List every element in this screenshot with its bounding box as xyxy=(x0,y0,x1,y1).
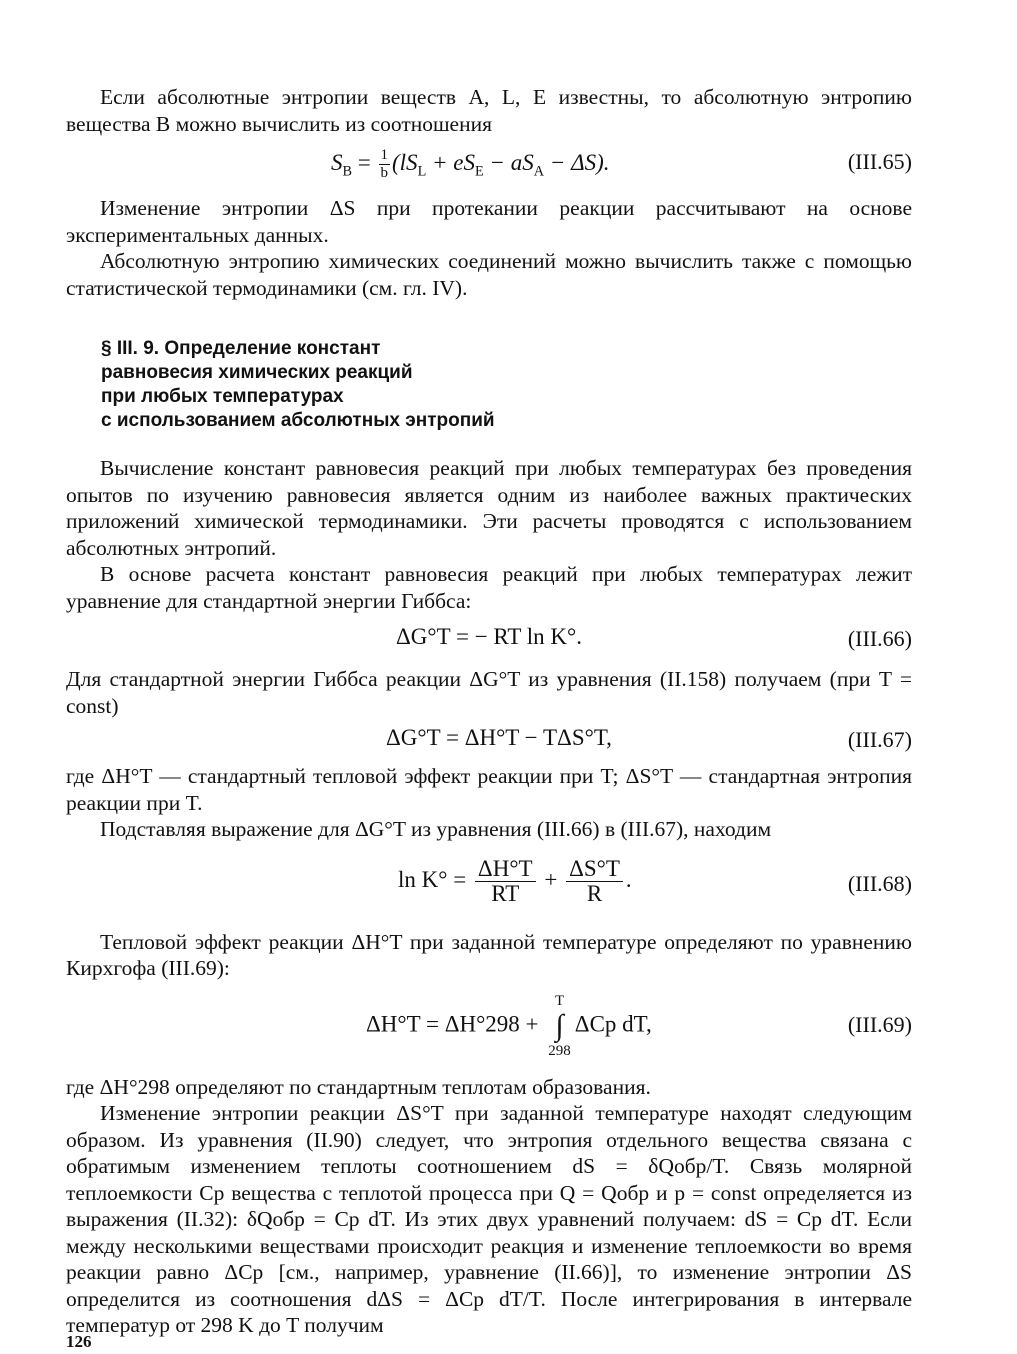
paragraph-9: Тепловой эффект реакции ΔH°T при заданной температуре определяют по уравнению Кирхгофа (III.69): xyxy=(66,929,912,980)
heading-line: при любых температурах xyxy=(101,386,344,407)
equation-iii-66 xyxy=(66,614,912,666)
paragraph-11: Изменение энтропии реакции ΔS°T при заданной температуре находят следующим образом. Из уравнения (II.90) следует, что энтропия отдельного вещества связана с обратимым изменением теплоты соотношением dS = δQобр/T. Связь молярной теплоемкости Cp вещества с теплотой процесса при Q = Qобр и p = const определяется из выражения (II.32): δQобр = Cp dT. Из этих двух уравнений получаем: dS = Cp dT. Если между несколькими веществами происходит реакция и изменение теплоемкости во время реакции равно ΔCp [см., например, уравнение (II.66)], то изменение энтропии ΔS определится из соотношения dΔS = ΔCp dT/T. После интегрирования в интервале температур от 298 K до T получим xyxy=(66,1101,912,1337)
heading-line: § III. 9. Определение констант xyxy=(101,338,381,359)
equation-body: $S_B$ = $\frac{1}{b}$ $(lS_L + eS_E - aS_A - \Delta S)$. xyxy=(331,147,610,181)
equation-body: ln K° = $\frac{\Delta H^\circ T}{RT}$ + $\frac{\Delta S^\circ T}{R}$ . xyxy=(398,855,632,906)
paragraph-3: Абсолютную энтропию химических соединений можно вычислить также с помощью статистической термодинамики (см. гл. IV). xyxy=(66,249,912,300)
paragraph-4: Вычисление констант равновесия реакций при любых температурах без проведения опытов по изучению равновесия является одним из наиболее важных практических приложений химической термодинамики. Эти расчеты проводятся с использованием абсолютных энтропий. xyxy=(66,456,912,560)
equation-iii-68 xyxy=(66,843,912,929)
paragraph-8: Подставляя выражение для ΔG°T из уравнения (III.66) в (III.67), находим xyxy=(100,817,772,841)
fraction: $\frac{1}{b}$ xyxy=(380,147,388,181)
equation-number: (III.68) xyxy=(847,870,912,896)
equation-body: ΔG°T = − RT ln K°. xyxy=(396,624,582,649)
paragraph-7: где ΔH°T — стандартный тепловой эффект реакции при T; ΔS°T — стандартная энтропия реакции при T. xyxy=(66,764,912,815)
paragraph-1: Если абсолютные энтропии веществ A, L, E известны, то абсолютную энтропию вещества B можно вычислить из соотношения xyxy=(66,85,912,136)
equation-body: ΔH°T = ΔH°298 + T ∫ 298 ΔCp dT, xyxy=(366,990,652,1062)
fraction: $\frac{\Delta H^\circ T}{RT}$ xyxy=(475,857,536,906)
heading-line: равновесия химических реакций xyxy=(101,362,413,383)
equation-number: (III.65) xyxy=(847,149,912,174)
equation-body: ΔG°T = ΔH°T − TΔS°T, xyxy=(386,725,612,750)
equation-number: (III.66) xyxy=(847,626,912,651)
paragraph-10: где ΔH°298 определяют по стандартным теплотам образования. xyxy=(66,1074,651,1099)
integral-sign: T ∫ 298 xyxy=(548,992,571,1059)
fraction: $\frac{\Delta S^\circ T}{R}$ xyxy=(566,857,623,906)
paragraph-6: Для стандартной энергии Гиббса реакции ΔG°T из уравнения (II.158) получаем (при T = const) xyxy=(66,667,912,718)
equation-iii-69 xyxy=(66,982,912,1074)
page-content xyxy=(66,84,912,1339)
equation-number: (III.67) xyxy=(847,727,912,752)
section-heading xyxy=(101,337,912,433)
equation-iii-67 xyxy=(66,719,912,763)
paragraph-2: Изменение энтропии ΔS при протекании реакции рассчитывают на основе экспериментальных данных. xyxy=(66,196,912,247)
equation-number: (III.69) xyxy=(847,1011,912,1037)
heading-line: с использованием абсолютных энтропий xyxy=(101,410,495,431)
page-number: 126 xyxy=(66,1332,92,1351)
equation-iii-65 xyxy=(66,137,912,195)
paragraph-5: В основе расчета констант равновесия реакций при любых температурах лежит уравнение для стандартной энергии Гиббса: xyxy=(66,562,912,613)
